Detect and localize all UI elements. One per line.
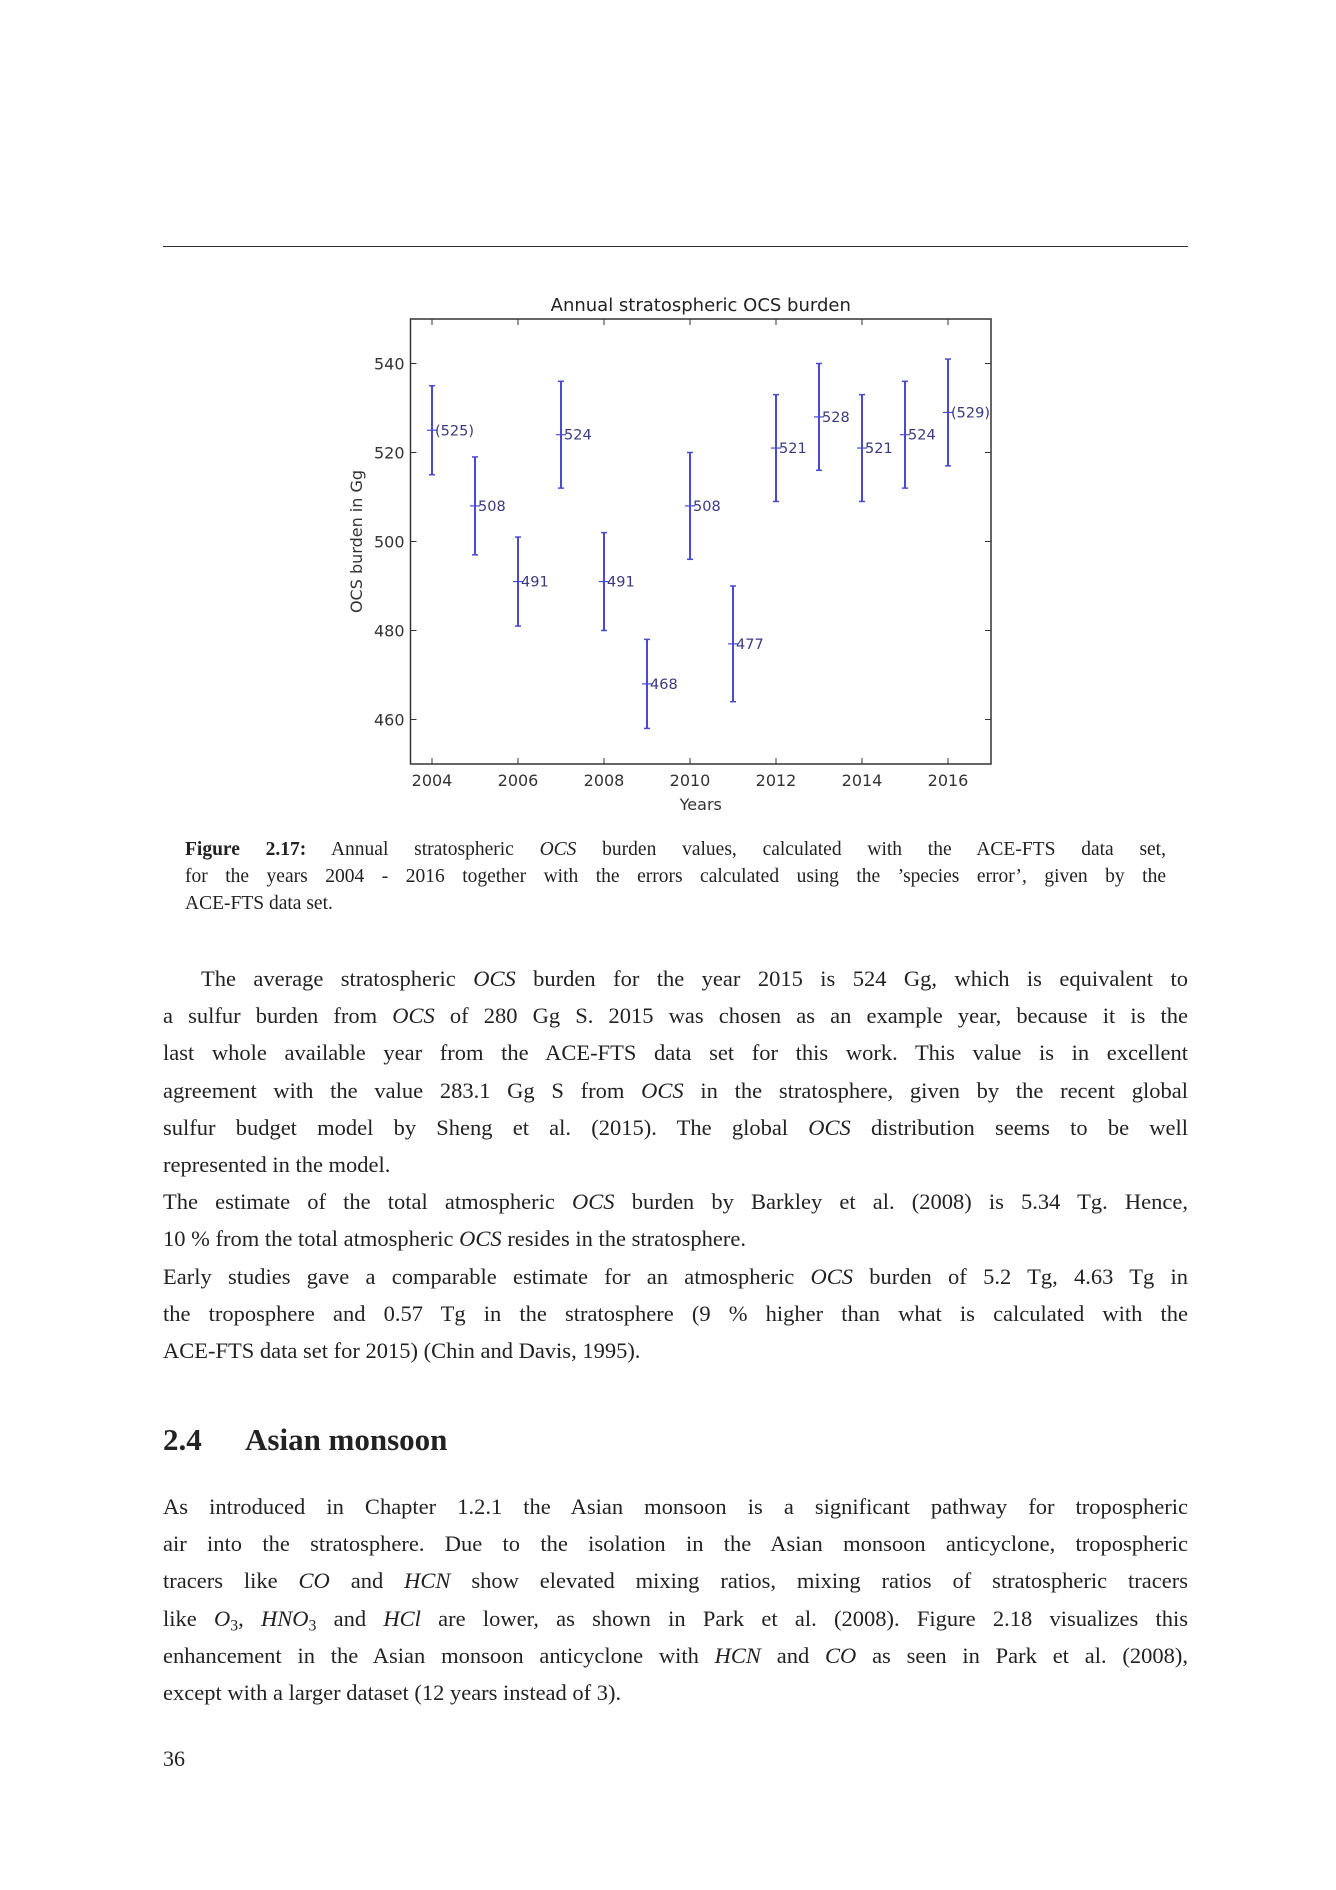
paragraph-line <box>163 1641 1188 1671</box>
page-number: 36 <box>163 1746 185 1771</box>
text-run: 10 % from the total atmospheric <box>163 1226 460 1252</box>
math-symbol: OCS <box>539 839 577 860</box>
x-tick-label: 2004 <box>411 771 453 790</box>
paragraph-line <box>163 1001 1188 1031</box>
paragraph-line <box>163 1113 1188 1143</box>
math-symbol: HCN <box>714 1642 761 1668</box>
data-label: 468 <box>650 676 678 693</box>
x-tick-label: 2016 <box>927 771 969 790</box>
text-run: except with a larger dataset (12 years instead of 3). <box>163 1680 622 1705</box>
text-run: air into the stratosphere. Due to the isolation in the Asian monsoon anticyclone, tropospheric <box>163 1531 1188 1557</box>
math-symbol: CO <box>298 1568 330 1594</box>
math-symbol: OCS <box>392 1003 435 1029</box>
paragraph-line <box>163 1187 1188 1217</box>
x-tick-label: 2008 <box>583 771 625 790</box>
figure-caption-line <box>185 891 1166 917</box>
data-label: 521 <box>865 441 893 458</box>
math-symbol: OCS <box>641 1077 684 1103</box>
paragraph-line <box>163 1566 1188 1596</box>
text-run: burden for the year 2015 is 524 Gg, which is equivalent to <box>515 966 1188 991</box>
math-symbol: OCS <box>459 1226 502 1252</box>
text-run: burden of 5.2 Tg, 4.63 Tg in <box>853 1263 1188 1289</box>
text-run: The estimate of the total atmospheric <box>163 1189 573 1215</box>
text-run: for the years 2004 - 2016 together with the errors calculated using the ’species error’, given by the <box>185 866 1166 887</box>
data-label: 491 <box>607 574 635 591</box>
paragraph-line <box>163 1604 1188 1642</box>
math-symbol: HNO <box>261 1605 309 1631</box>
text-run: agreement with the value 283.1 Gg S from <box>163 1077 642 1103</box>
subscript: 3 <box>230 1617 239 1635</box>
section-number: 2.4 <box>163 1422 202 1457</box>
math-symbol: O <box>214 1605 231 1631</box>
caption-label: Figure 2.17: <box>185 839 307 860</box>
math-symbol: HCN <box>404 1568 451 1594</box>
paragraph-line <box>163 1336 1188 1366</box>
section-heading <box>163 1422 447 1458</box>
text-run: sulfur budget model by Sheng et al. (2015). The global <box>163 1114 809 1140</box>
text-run: like <box>163 1605 214 1631</box>
text-run: distribution seems to be well <box>850 1114 1189 1140</box>
plot-frame <box>411 319 992 764</box>
text-run: the troposphere and 0.57 Tg in the stratosphere (9 % higher than what is calculated with the <box>163 1300 1188 1326</box>
figure-caption-line <box>185 864 1166 890</box>
text-run: ACE-FTS data set. <box>185 893 333 914</box>
x-tick-label: 2010 <box>669 771 711 790</box>
data-label: 491 <box>521 574 549 591</box>
section-title: Asian monsoon <box>245 1422 448 1457</box>
text-run: in the stratosphere, given by the recent global <box>683 1077 1188 1103</box>
y-tick-label: 500 <box>373 532 405 552</box>
text-run: and <box>760 1642 826 1668</box>
text-run: burden values, calculated with the ACE-FTS data set, <box>576 839 1166 860</box>
subscript: 3 <box>308 1617 317 1635</box>
data-label: 524 <box>564 427 592 444</box>
y-tick-label: 540 <box>373 354 405 374</box>
text-run: last whole available year from the ACE-FTS data set for this work. This value is in excellent <box>163 1040 1188 1066</box>
paragraph-line <box>163 1299 1188 1329</box>
data-label: 508 <box>693 498 721 515</box>
data-label: 508 <box>478 498 506 515</box>
data-label: (525) <box>435 423 474 440</box>
paragraph-line <box>163 1529 1188 1559</box>
data-label: (529) <box>951 405 990 422</box>
text-run: The average stratospheric <box>201 966 474 991</box>
text-run: enhancement in the Asian monsoon anticyclone with <box>163 1642 715 1668</box>
x-tick-label: 2006 <box>497 771 539 790</box>
paragraph-line <box>163 964 1188 994</box>
math-symbol: OCS <box>572 1189 615 1215</box>
y-tick-label: 520 <box>373 443 405 463</box>
text-run: a sulfur burden from <box>163 1003 393 1029</box>
text-run: ACE-FTS data set for 2015) (Chin and Davis, 1995). <box>163 1338 641 1363</box>
text-run: Annual stratospheric <box>306 839 540 860</box>
text-run: tracers like <box>163 1568 299 1594</box>
data-label: 477 <box>736 636 764 653</box>
y-tick-label: 460 <box>373 710 405 730</box>
math-symbol: HCl <box>383 1605 421 1631</box>
text-run: of 280 Gg S. 2015 was chosen as an example year, because it is the <box>434 1003 1189 1029</box>
math-symbol: OCS <box>808 1114 851 1140</box>
text-run: resides in the stratosphere. <box>501 1226 746 1252</box>
math-symbol: CO <box>825 1642 857 1668</box>
text-run: represented in the model. <box>163 1152 391 1177</box>
text-run: Early studies gave a comparable estimate for an atmospheric <box>163 1263 811 1289</box>
paragraph-line <box>163 1076 1188 1106</box>
figure-caption-line <box>185 837 1166 863</box>
text-run: and <box>316 1605 384 1631</box>
y-axis-label: OCS burden in Gg <box>347 469 366 614</box>
paragraph-line <box>163 1150 1188 1180</box>
y-tick-label: 480 <box>373 621 405 641</box>
chart-title: Annual stratospheric OCS burden <box>550 295 851 316</box>
paragraph-line <box>163 1038 1188 1068</box>
paragraph-line <box>163 1224 1188 1254</box>
data-label: 521 <box>779 441 807 458</box>
text-run: are lower, as shown in Park et al. (2008). Figure 2.18 visualizes this <box>420 1605 1188 1631</box>
paragraph-line <box>163 1262 1188 1292</box>
paragraph-line <box>163 1678 1188 1708</box>
x-tick-label: 2014 <box>841 771 883 790</box>
math-symbol: OCS <box>473 966 516 991</box>
data-label: 524 <box>908 427 936 444</box>
text-run: As introduced in Chapter 1.2.1 the Asian monsoon is a significant pathway for tropospheric <box>163 1494 1188 1519</box>
text-run: as seen in Park et al. (2008), <box>856 1642 1188 1668</box>
text-run: show elevated mixing ratios, mixing ratios of stratospheric tracers <box>450 1568 1188 1594</box>
data-label: 528 <box>822 409 850 426</box>
paragraph-line <box>163 1492 1188 1522</box>
text-run: burden by Barkley et al. (2008) is 5.34 Tg. Hence, <box>614 1189 1188 1215</box>
text-run: , <box>238 1605 262 1631</box>
x-tick-label: 2012 <box>755 771 797 790</box>
text-run: and <box>329 1568 405 1594</box>
math-symbol: OCS <box>810 1263 854 1289</box>
x-axis-label: Years <box>679 795 722 814</box>
